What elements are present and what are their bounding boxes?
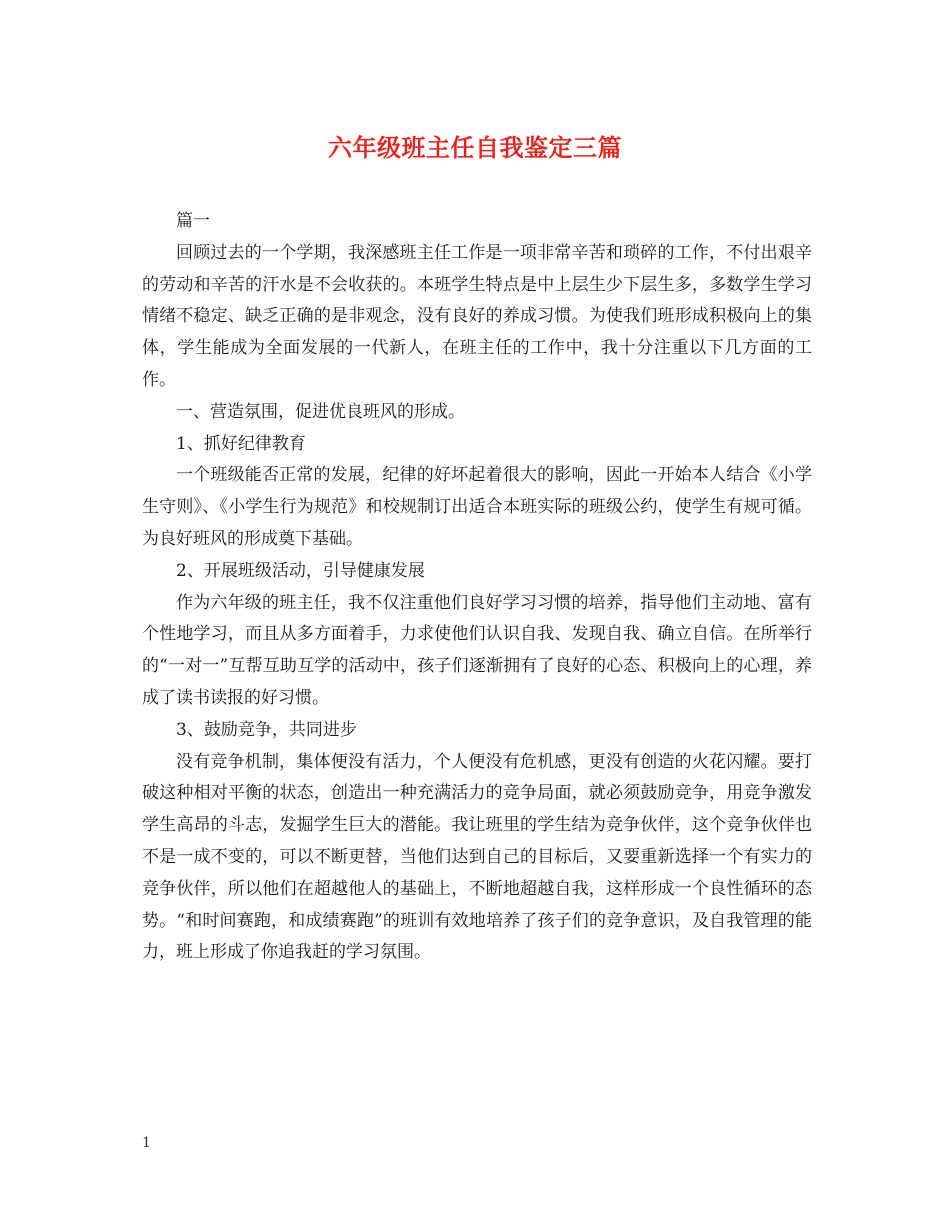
paragraph-subheading-2: 2、开展班级活动，引导健康发展 — [176, 560, 425, 581]
page-number: 1 — [142, 1135, 151, 1151]
document-body — [142, 206, 812, 969]
paragraph-heading-1: 一、营造氛围，促进优良班风的形成。 — [176, 401, 465, 422]
paragraph-competition: 没有竞争机制，集体便没有活力，个人便没有危机感，更没有创造的火花闪耀。要打破这种相对平衡的状态，创造出一种充满活力的竞争局面，就必须鼓励竞争，用竞争激发学生高昂的斗志，发掘学生巨大的潜能。我让班里的学生结为竞争伙伴，这个竞争伙伴也不是一成不变的，可以不断更替，当他们达到自己的目标后，又要重新选择一个有实力的竞争伙伴，所以他们在超越他人的基础上，不断地超越自我，这样形成一个良性循环的态势。“和时间赛跑，和成绩赛跑”的班训有效地培养了孩子们的竞争意识，及自我管理的能力，班上形成了你追我赶的学习氛围。 — [142, 751, 812, 963]
document-title: 六年级班主任自我鉴定三篇 — [328, 133, 622, 162]
paragraph-activities: 作为六年级的班主任，我不仅注重他们良好学习习惯的培养，指导他们主动地、富有个性地学习，而且从多方面着手，力求使他们认识自我、发现自我、确立自信。在所举行的“一对一”互帮互助互学的活动中，孩子们逐渐拥有了良好的心态、积极向上的心理，养成了读书读报的好习惯。 — [142, 592, 812, 708]
paragraph-subheading-1: 1、抓好纪律教育 — [176, 433, 306, 454]
paragraph-subheading-3: 3、鼓励竞争，共同进步 — [176, 719, 357, 740]
paragraph-intro: 回顾过去的一个学期，我深感班主任工作是一项非常辛苦和琐碎的工作，不付出艰辛的劳动和辛苦的汗水是不会收获的。本班学生特点是中上层生少下层生多，多数学生学习情绪不稳定、缺乏正确的是非观念，没有良好的养成习惯。为使我们班形成积极向上的集体，学生能成为全面发展的一代新人，在班主任的工作中，我十分注重以下几方面的工作。 — [142, 242, 812, 390]
paragraph-section-heading: 篇一 — [176, 211, 210, 231]
paragraph-discipline: 一个班级能否正常的发展，纪律的好坏起着很大的影响，因此一开始本人结合《小学生守则》、《小学生行为规范》和校规制订出适合本班实际的班级公约，使学生有规可循。为良好班风的形成奠下基础。 — [142, 465, 812, 549]
